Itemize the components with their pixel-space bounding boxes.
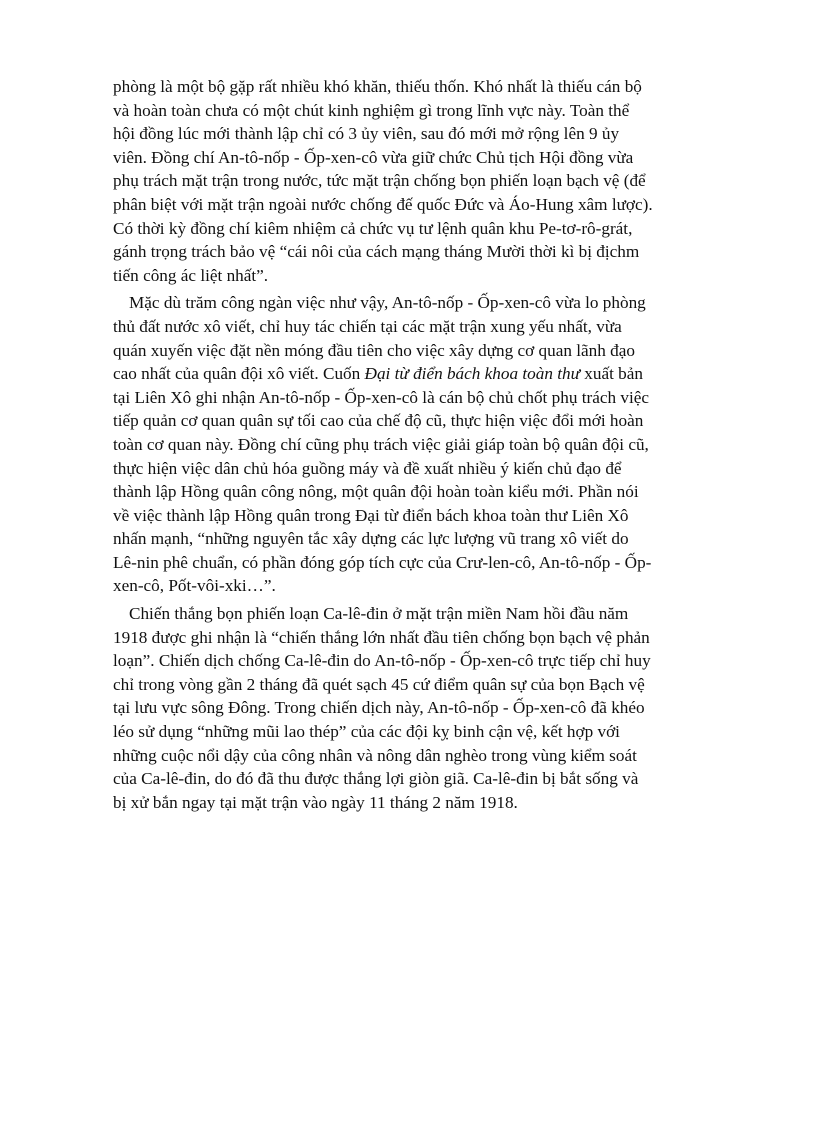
paragraph-2 (113, 291, 705, 598)
paragraph-3: Chiến thắng bọn phiến loạn Ca-lê-đin ở mặt trận miền Nam hồi đầu năm 1918 được ghi nhận là “chiến thắng lớn nhất đầu tiên chống bọn bạch vệ phản loạn”. Chiến dịch chống Ca-lê-đin do An-tô-nốp - Ốp-xen-cô trực tiếp chỉ huy chỉ trong vòng gần 2 tháng đã quét sạch 45 cứ điểm quân sự của bọn Bạch vệ tại lưu vực sông Đông. Trong chiến dịch này, An-tô-nốp - Ốp-xen-cô đã khéo léo sử dụng “những mũi lao thép” của các đội kỵ binh cận vệ, kết hợp với những cuộc nổi dậy của công nhân và nông dân nghèo trong vùng kiểm soát của Ca-lê-đin, do đó đã thu được thắng lợi giòn giã. Ca-lê-đin bị bắt sống và bị xử bắn ngay tại mặt trận vào ngày 11 tháng 2 năm 1918. (113, 604, 651, 812)
document-page (113, 75, 705, 818)
paragraph-2-text-b: xuất bản tại Liên Xô ghi nhận An-tô-nốp - Ốp-xen-cô là cán bộ chủ chốt phụ trách việc tiếp quản cơ quan quân sự tối cao của chế độ cũ, thực hiện việc đổi mới hoàn toàn cơ quan này. Đồng chí cũng phụ trách việc giải giáp toàn bộ quân đội cũ, thực hiện việc dân chủ hóa guồng máy và đề xuất nhiều ý kiến chủ đạo để thành lập Hồng quân công nông, một quân đội hoàn toàn kiểu mới. Phần nói về việc thành lập Hồng quân trong Đại từ điển bách khoa toàn thư Liên Xô nhấn mạnh, “những nguyên tắc xây dựng các lực lượng vũ trang xô viết do Lê-nin phê chuẩn, có phần đóng góp tích cực của Crư-len-cô, An-tô-nốp - Ốp- xen-cô, Pốt-vôi-xki…”. (113, 364, 652, 596)
paragraph-1: phòng là một bộ gặp rất nhiều khó khăn, thiếu thốn. Khó nhất là thiếu cán bộ và hoàn toàn chưa có một chút kinh nghiệm gì trong lĩnh vực này. Toàn thể hội đồng lúc mới thành lập chỉ có 3 ủy viên, sau đó mới mở rộng lên 9 ủy viên. Đồng chí An-tô-nốp - Ốp-xen-cô vừa giữ chức Chủ tịch Hội đồng vừa phụ trách mặt trận trong nước, tức mặt trận chống bọn phiến loạn bạch vệ (để phân biệt với mặt trận ngoài nước chống đế quốc Đức và Áo-Hung xâm lược). Có thời kỳ đồng chí kiêm nhiệm cả chức vụ tư lệnh quân khu Pe-tơ-rô-grát, gánh trọng trách bảo vệ “cái nôi của cách mạng tháng Mười thời kì bị địchm tiến công ác liệt nhất”. (113, 77, 653, 285)
book-title-emphasis: Đại từ điển bách khoa toàn thư (364, 364, 580, 384)
paragraph-2-text-a: Mặc dù trăm công ngàn việc như vậy, An-tô-nốp - Ốp-xen-cô vừa lo phòng thủ đất nước xô viết, chỉ huy tác chiến tại các mặt trận xung yếu nhất, vừa quán xuyến việc đặt nền móng đầu tiên cho việc xây dựng cơ quan lãnh đạo cao nhất của quân đội xô viết. Cuốn (113, 293, 646, 384)
